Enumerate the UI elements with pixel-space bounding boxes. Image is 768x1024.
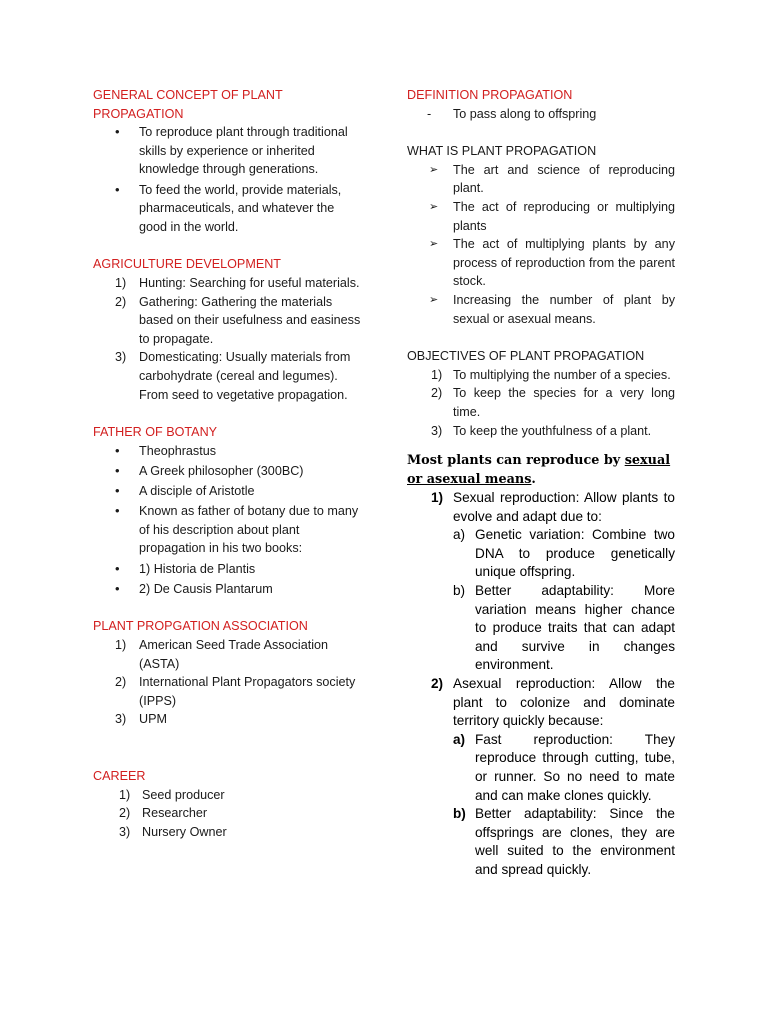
definition-list [407,105,675,124]
section-heading-definition: DEFINITION PROPAGATION [407,88,573,102]
bullet-icon: • [115,181,120,197]
list-item: 3) Domesticating: Usually materials from carbohydrate (cereal and legumes). From seed to vegetative propagation. [115,350,351,402]
list-item: • A disciple of Aristotle [93,482,363,501]
asexual-reproduction-item: 2) Asexual reproduction: Allow the plant to colonize and dominate territory quickly because: [431,676,675,729]
list-item: • To feed the world, provide materials, pharmaceuticals, and whatever the good in the world. [115,181,342,234]
list-item: • A Greek philosopher (300BC) [93,462,363,481]
list-item: 1) To multiplying the number of a species. [431,367,671,382]
bullet-icon: • [115,462,120,478]
list-item: • Known as father of botany due to many of his description about plant propagation in his two books: [115,503,359,556]
section-heading-general-concept: GENERAL CONCEPT OF PLANT PROPAGATION [93,88,283,121]
arrow-bullet-icon: ➢ [429,163,439,176]
sub-item: b) Better adaptability: Since the offsprings are clones, they are well suited to the environment and spread quickly. [453,806,675,877]
bullet-icon: • [115,442,120,458]
what-is-list [407,161,675,328]
list-item: 3) To keep the youthfulness of a plant. [431,423,652,438]
list-item: • 1) Historia de Plantis [93,560,363,579]
sub-item: a) Genetic variation: Combine two DNA to produce genetically unique offspring. [453,527,675,580]
list-item: 1) American Seed Trade Association (ASTA) [115,638,329,671]
left-column [93,86,363,841]
list-item: 2) International Plant Propagators society (IPPS) [115,675,356,708]
bullet-icon: • [115,124,120,140]
section-heading-objectives: OBJECTIVES OF PLANT PROPAGATION [407,349,645,364]
right-column [407,86,675,880]
reproduction-intro: Most plants can reproduce by sexual or asexual means. [407,453,671,488]
reproduction-section [407,451,675,879]
arrow-bullet-icon: ➢ [429,238,439,251]
list-item: 2) To keep the species for a very long time. [431,386,675,419]
career-list [93,786,363,842]
section-heading-association: PLANT PROPGATION ASSOCIATION [93,619,308,634]
list-item: 1) Seed producer [119,787,225,802]
list-item: ➢ The act of reproducing or multiplying plants [429,199,675,233]
general-concept-list [93,123,363,236]
section-heading-agriculture: AGRICULTURE DEVELOPMENT [93,257,282,272]
section-heading-what-is: WHAT IS PLANT PROPAGATION [407,144,597,159]
list-item: • Theophrastus [93,442,363,461]
list-item: • 2) De Causis Plantarum [93,580,363,599]
list-item: 2) Researcher [119,806,208,821]
list-item: ➢ The art and science of reproducing plant. [429,162,675,196]
bullet-icon: • [115,503,120,519]
list-item: • To reproduce plant through traditional skills by experience or inherited knowledge through generations. [115,124,348,177]
sub-item: a) Fast reproduction: They reproduce through cutting, tube, or runner. So no need to mate and can make clones quickly. [453,731,675,803]
list-item: 3) Nursery Owner [119,824,227,839]
association-list [93,636,363,729]
bullet-icon: • [115,580,120,596]
list-item: - To pass along to offspring [407,105,675,124]
list-item: 2) Gathering: Gathering the materials based on their usefulness and easiness to propagate. [115,294,361,346]
section-heading-father-of-botany: FATHER OF BOTANY [93,425,218,440]
sexual-reproduction-item: 1) Sexual reproduction: Allow plants to evolve and adapt due to: [431,490,675,524]
section-heading-career: CAREER [93,768,146,783]
list-item: ➢ Increasing the number of plant by sexual or asexual means. [429,292,675,326]
list-item: 1) Hunting: Searching for useful materials. [115,275,360,290]
bullet-icon: • [115,483,120,499]
arrow-bullet-icon: ➢ [429,200,439,213]
dash-icon: - [427,106,432,121]
father-of-botany-list [93,442,363,599]
objectives-list [407,366,675,440]
agriculture-list [93,274,363,404]
list-item: ➢ The act of multiplying plants by any process of reproduction from the parent stock. [429,237,675,289]
reproduction-list [407,489,675,879]
sub-item: b) Better adaptability: More variation means higher chance to produce traits that can adapt and survive in changes environment. [453,583,675,673]
arrow-bullet-icon: ➢ [429,293,439,306]
list-item: 3) UPM [115,712,167,727]
bullet-icon: • [115,560,120,576]
